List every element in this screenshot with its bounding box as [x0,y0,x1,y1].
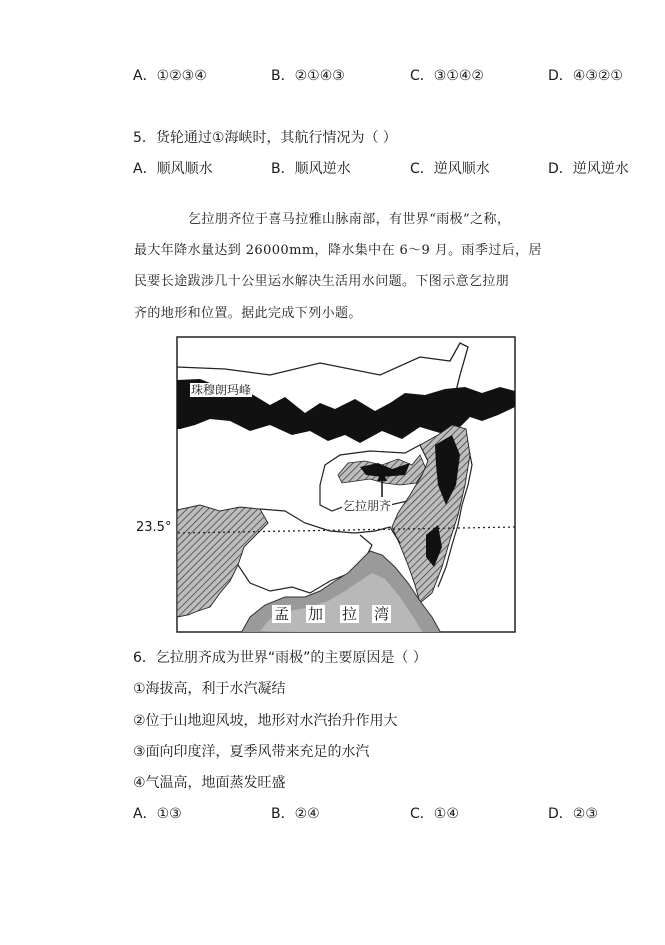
label-everest: 珠穆朗玛峰 [191,383,252,397]
passage-line: 民要长途跋涉几十公里运水解决生活用水问题。下图示意乞拉朋 [134,274,510,289]
q4-option-a[interactable]: A．①②③④ [133,68,207,84]
passage-line: 乞拉朋齐位于喜马拉雅山脉南部，有世界“雨极”之称， [188,212,511,227]
q6-statement: ①海拔高，利于水汽凝结 [133,681,286,697]
bay-label-char: 孟 [274,605,290,623]
q6-statement: ④气温高，地面蒸发旺盛 [133,775,286,791]
passage-line: 最大年降水量达到 26000mm，降水集中在 6～9 月。雨季过后，居 [134,243,542,258]
label-cherrapunji: 乞拉朋齐 [343,499,392,513]
q5-option-a[interactable]: A．顺风顺水 [133,161,213,177]
q6-stem: 6．乞拉朋齐成为世界“雨极”的主要原因是（ ） [133,650,427,666]
q5-stem: 5．货轮通过①海峡时，其航行情况为（ ） [133,130,397,146]
q6-statement: ③面向印度洋，夏季风带来充足的水汽 [133,744,370,760]
bay-label-char: 加 [308,605,324,623]
q5-option-c[interactable]: C．逆风顺水 [410,161,490,177]
q4-option-b[interactable]: B．②①④③ [271,68,345,84]
q6-option-c[interactable]: C．①④ [410,806,459,822]
q6-option-b[interactable]: B．②④ [271,806,320,822]
label-latitude: 23.5° [136,520,172,535]
q4-option-c[interactable]: C．③①④② [410,68,484,84]
bay-label-char: 拉 [342,605,358,623]
map-graphic [120,335,520,635]
q6-option-a[interactable]: A．①③ [133,806,182,822]
q6-statement: ②位于山地迎风坡，地形对水汽抬升作用大 [133,713,398,729]
q6-option-d[interactable]: D．②③ [548,806,598,822]
passage-line: 齐的地形和位置。据此完成下列小题。 [134,306,362,321]
q5-option-b[interactable]: B．顺风逆水 [271,161,351,177]
location-map [120,335,520,635]
q5-option-d[interactable]: D．逆风逆水 [548,161,629,177]
bay-label-char: 湾 [374,605,390,623]
q4-option-d[interactable]: D．④③②① [548,68,623,84]
